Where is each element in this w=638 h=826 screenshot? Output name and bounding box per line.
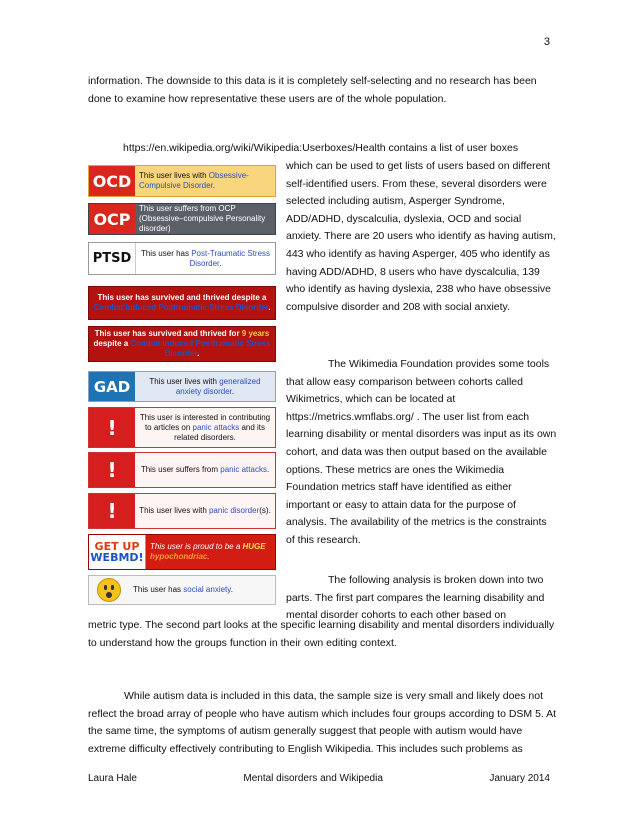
userbox-text: .: [207, 552, 210, 561]
userbox-panic-articles: [88, 407, 276, 448]
userbox-combat-ptsd: [88, 286, 276, 320]
userbox-panic-disorder: [88, 493, 276, 529]
full-paragraph-autism: While autism data is included in this data, the sample size is very small and likely does not reflect the broad array of people who have autism which includes four groups according to DSM 5. At the same time, the symptoms of autism generally suggest that people with autism would have extreme difficulty effectively contributing to English Wikipedia. This includes such problems as: [88, 690, 557, 755]
warning-icon: !: [89, 453, 135, 487]
userbox-text: .: [266, 465, 270, 474]
years-text: 9 years: [241, 329, 270, 338]
footer-author: Laura Hale: [88, 773, 137, 784]
userbox-text: This user is proud to be a: [150, 542, 243, 551]
userbox-panic-suffers: [88, 452, 276, 488]
userbox-text: This user lives with: [139, 171, 209, 180]
userbox-social-anxiety: [88, 575, 276, 605]
userbox-text: This user has: [133, 585, 184, 594]
combat-ptsd-link[interactable]: Combat Induced Posttramatic Stress Disorder: [93, 303, 269, 312]
webmd-logo-top: GET UP: [94, 540, 140, 553]
worried-face-icon: [89, 576, 129, 604]
userbox-text: This user has survived and thrived despite a: [97, 293, 267, 302]
webmd-logo-bottom: WEBMD!: [90, 551, 144, 564]
panic-attacks-link[interactable]: panic attacks: [220, 465, 267, 474]
page-number: 3: [543, 36, 550, 48]
combat-ptsd-link[interactable]: Combat Induced Posttramatic Stress Disorder: [130, 339, 271, 358]
ptsd-badge-icon: PTSD: [89, 243, 136, 274]
userbox-ocd: [88, 165, 276, 197]
userbox-text: .: [230, 585, 233, 594]
userbox-text: and its related disorders.: [174, 422, 266, 442]
ptsd-link[interactable]: Post-Traumatic Stress Disorder: [189, 248, 271, 268]
userbox-combat-ptsd-years: [88, 326, 276, 362]
intro-paragraph: information. The downside to this data is it is completely self-selecting and no research has been done to examine how representative these users are of the whole population.: [88, 75, 537, 105]
side-paragraph-analysis: The following analysis is broken down into two parts. The first part compares the learning disability and mental disorder cohorts to each other based on: [286, 574, 545, 622]
gad-badge-icon: GAD: [89, 372, 135, 401]
panic-disorder-link[interactable]: panic disorder: [208, 506, 260, 515]
page-footer: [88, 773, 550, 784]
panic-attacks-link[interactable]: panic attacks: [192, 422, 240, 432]
gad-link[interactable]: generalized anxiety disorder: [175, 376, 261, 396]
userbox-text: This user has: [140, 248, 192, 258]
webmd-logo-icon: [89, 535, 146, 569]
userbox-text: This user lives with: [139, 506, 209, 515]
userbox-ptsd: [88, 242, 276, 275]
userbox-text: .: [212, 181, 216, 190]
url-line: https://en.wikipedia.org/wiki/Wikipedia:Userboxes/Health contains a list of user boxes: [123, 142, 519, 154]
userbox-text: .: [219, 258, 222, 268]
userbox-webmd: [88, 534, 276, 570]
userbox-text: This user is interested in contributing to articles on: [139, 412, 271, 432]
side-paragraph-wikimetrics: The Wikimedia Foundation provides some tools that allow easy comparison between cohorts called Wikimetrics, which can be located at https://metrics.wmflabs.org/ . The user list from each learning disability or mental disorders was input as its own cohort, and data was then output based on the available options. These metrics are ones the Wikimedia Foundation metrics staff have identified as either important or easy to attain data for the purpose of analysis. The availability of the metrics is the constraints of this research.: [286, 358, 557, 546]
userbox-text: .: [268, 303, 271, 312]
userbox-ocp: [88, 203, 276, 235]
userbox-text: (s).: [259, 506, 271, 515]
social-anxiety-link[interactable]: social anxiety: [183, 585, 231, 594]
userbox-text: .: [231, 386, 235, 396]
userbox-text: This user suffers from: [140, 465, 221, 474]
footer-title: Mental disorders and Wikipedia: [243, 773, 383, 784]
side-paragraph-userlists: which can be used to get lists of users based on different self-identified users. From these, several disorders were selected including autism, Asperger Syndrome, ADD/ADHD, dyscalculia, dyslexia, OCD and social anxiety. There are 20 users who identify as having autism, 443 who identify as having Asperger, 405 who identify as having ADD/ADHD, 8 users who have dyscalculia, 139 who identify as having dyslexia, 238 who have obsessive compulsive disorder and 208 with social anxiety.: [286, 160, 556, 313]
full-paragraph-metric-type: metric type. The second part looks at the specific learning disability and mental disorders individually to understand how the groups function in their own editing context.: [88, 619, 555, 649]
ocp-badge-icon: OCP: [89, 204, 135, 234]
warning-icon: !: [89, 494, 135, 528]
userbox-gad: [88, 371, 276, 402]
footer-date: January 2014: [489, 773, 550, 784]
huge-text: HUGE: [242, 542, 266, 551]
userbox-text: despite a: [93, 339, 131, 348]
ocd-badge-icon: OCD: [89, 166, 135, 196]
hypochondriac-link[interactable]: hypochondriac: [150, 552, 208, 561]
userbox-text: This user lives with: [149, 376, 220, 386]
userbox-text: .: [197, 349, 200, 358]
userbox-text: This user has survived and thrived for: [94, 329, 242, 338]
userbox-text: This user suffers from OCP (Obsessive–compulsive Personality disorder): [139, 204, 266, 233]
ocd-link[interactable]: Obsessive-Compulsive Disorder: [139, 171, 249, 190]
warning-icon: !: [89, 408, 135, 447]
